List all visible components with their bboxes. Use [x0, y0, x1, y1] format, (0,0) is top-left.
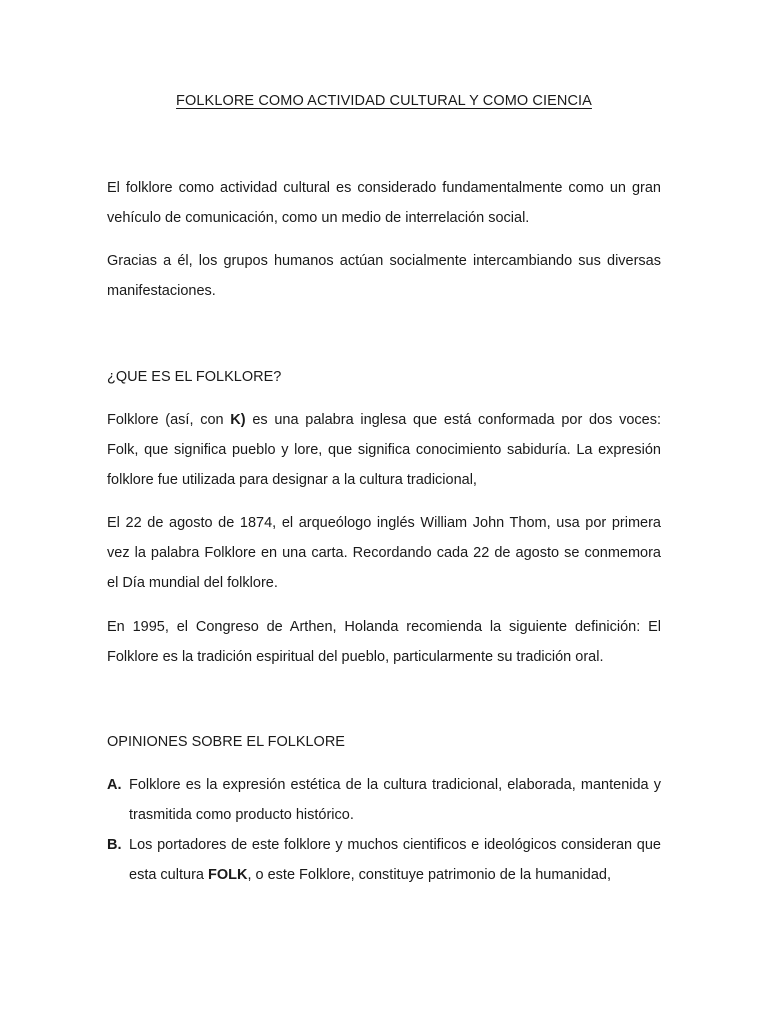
section1-p1-bold-k: K): [230, 412, 246, 428]
list-item-a-text: Folklore es la expresión estética de la cultura tradicional, elaborada, mantenida y trasmitida como producto histórico.: [129, 777, 661, 823]
document-title: FOLKLORE COMO ACTIVIDAD CULTURAL Y COMO CIENCIA: [176, 93, 592, 109]
section1-paragraph-2: El 22 de agosto de 1874, el arqueólogo inglés William John Thom, usa por primera vez la palabra Folklore en una carta. Recordando cada 22 de agosto se conmemora el Día mundial del folklore.: [107, 515, 661, 591]
intro-paragraph-2: Gracias a él, los grupos humanos actúan socialmente intercambiando sus diversas manifestaciones.: [107, 253, 661, 299]
section1-paragraph-3: En 1995, el Congreso de Arthen, Holanda recomienda la siguiente definición: El Folklore es la tradición espiritual del pueblo, particularmente su tradición oral.: [107, 619, 661, 665]
section1-p1-text-b: es una palabra inglesa que está conformada por dos voces: Folk, que significa pueblo y lore, que significa conocimiento sabiduría. La expresión folklore fue utilizada para designar a la cultura tradicional,: [107, 412, 661, 488]
section1-paragraph-1: [107, 405, 661, 495]
section-heading-que-es: ¿QUE ES EL FOLKLORE?: [107, 369, 282, 385]
list-item-b-bold-folk: FOLK: [208, 867, 248, 883]
intro-paragraph-1: El folklore como actividad cultural es considerado fundamentalmente como un gran vehículo de comunicación, como un medio de interrelación social.: [107, 180, 661, 226]
list-marker-a: A.: [107, 777, 122, 793]
list-item-b-text: [129, 830, 661, 890]
section1-p1-text-a: Folklore (así, con: [107, 412, 231, 428]
section-heading-opiniones: OPINIONES SOBRE EL FOLKLORE: [107, 734, 345, 750]
list-item-a: [107, 770, 661, 830]
list-item-b-text-b: , o este Folklore, constituye patrimonio de la humanidad,: [247, 867, 611, 883]
list-marker-b: B.: [107, 837, 122, 853]
list-item-b: [107, 830, 661, 890]
list-item-b-text-a: Los portadores de este folklore y muchos cientificos e ideológicos consideran que esta cultura: [129, 837, 661, 883]
